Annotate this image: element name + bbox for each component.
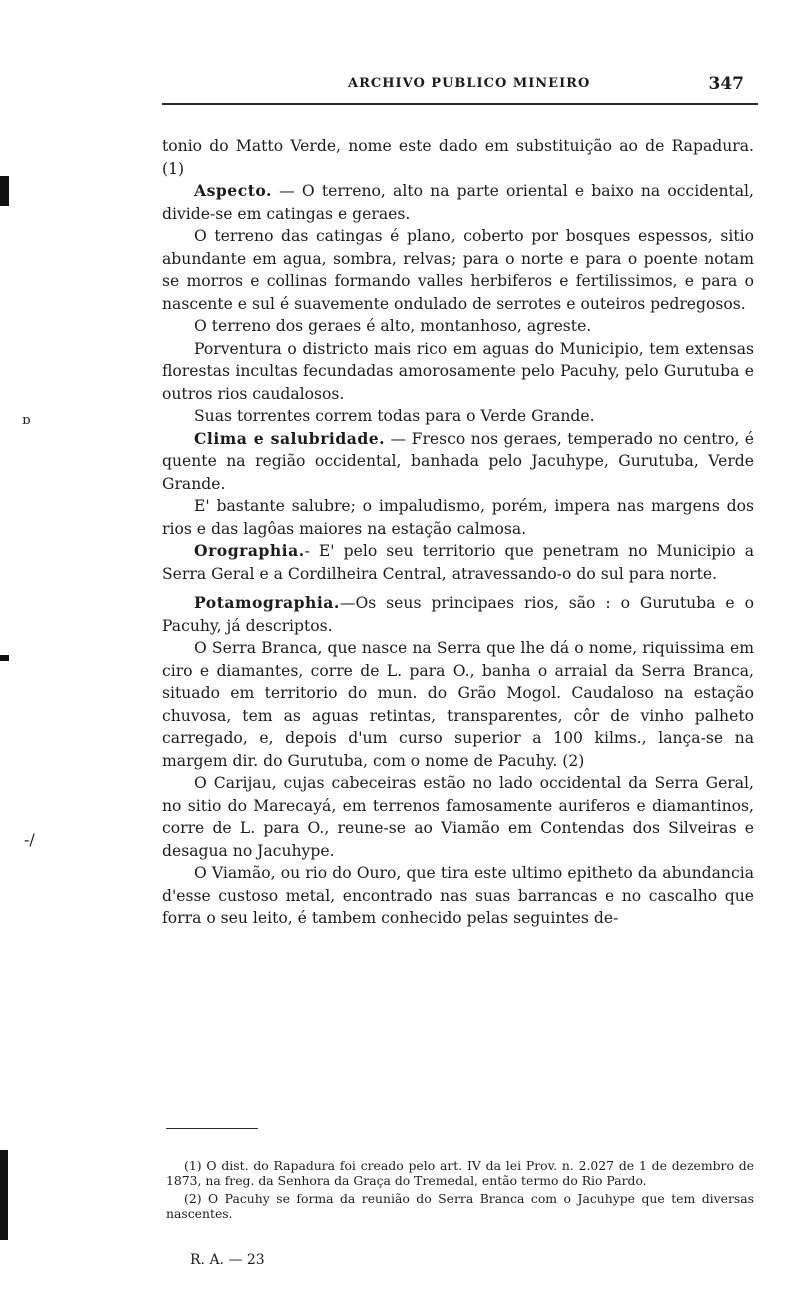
- left-edge-mark: [0, 176, 9, 206]
- section-heading: Orographia.: [194, 541, 305, 560]
- page-header: [162, 74, 762, 100]
- paragraph: tonio do Matto Verde, nome este dado em substituição ao de Rapadura. (1): [162, 137, 754, 178]
- signature-mark: R. A. — 23: [190, 1252, 265, 1268]
- footnote-rule: [166, 1128, 258, 1129]
- footnote: (1) O dist. do Rapadura foi creado pelo art. IV da lei Prov. n. 2.027 de 1 de dezembro de 1873, na freg. da Senhora da Graça do Tremedal, então termo do Rio Pardo.: [166, 1158, 754, 1188]
- paragraph-text: - E' pelo seu territorio que penetram no Municipio a Serra Geral e a Cordilheira Central, atravessando-o do sul para norte.: [162, 542, 754, 583]
- margin-squiggle: ɒ: [22, 413, 31, 428]
- paragraph-text: — O terreno, alto na parte oriental e baixo na occidental, divide-se em catingas e geraes.: [162, 182, 754, 223]
- header-rule: [162, 103, 758, 105]
- running-head: ARCHIVO PUBLICO MINEIRO: [348, 76, 591, 91]
- paragraph: [162, 428, 754, 496]
- paragraph: Suas torrentes correm todas para o Verde Grande.: [194, 407, 595, 425]
- page-number: 347: [708, 74, 744, 94]
- paragraph-text: —Os seus principaes rios, são : o Gurutuba e o Pacuhy, já descriptos.: [162, 594, 754, 635]
- footnotes: [166, 1158, 754, 1224]
- paragraph: O terreno dos geraes é alto, montanhoso, agreste.: [194, 317, 592, 335]
- left-edge-mark: [0, 655, 9, 661]
- paragraph: [162, 180, 754, 225]
- margin-squiggle: -/: [24, 830, 35, 849]
- footnote: (2) O Pacuhy se forma da reunião do Serra Branca com o Jacuhype que tem diversas nascentes.: [166, 1191, 754, 1221]
- paragraph: O Carijau, cujas cabeceiras estão no lado occidental da Serra Geral, no sitio do Marecayá, em terrenos famosamente auriferos e diamantinos, corre de L. para O., reune-se ao Viamão em Contendas dos Silveiras e desagua no Jacuhype.: [162, 774, 754, 860]
- section-heading: Aspecto.: [194, 181, 272, 200]
- paragraph: O Viamão, ou rio do Ouro, que tira este ultimo epitheto da abundancia d'esse custoso metal, encontrado nas suas barrancas e no cascalho que forra o seu leito, é tambem conhecido pelas seguintes de-: [162, 864, 754, 927]
- paragraph: [162, 540, 754, 585]
- left-edge-mark: [0, 1150, 8, 1240]
- section-heading: Clima e salubridade.: [194, 428, 386, 448]
- body-text: [162, 135, 754, 930]
- paragraph: [162, 592, 754, 637]
- paragraph-text: — Fresco nos geraes, temperado no centro, é quente na região occidental, banhada pelo Jacuhype, Gurutuba, Verde Grande.: [162, 429, 754, 493]
- paragraph: O Serra Branca, que nasce na Serra que lhe dá o nome, riquissima em ciro e diamantes, corre de L. para O., banha o arraial da Serra Branca, situado em territorio do mun. do Grão Mogol. Caudaloso na estação chuvosa, tem as aguas retintas, transparentes, côr de vinho palheto carregado, e, depois d'um curso superior a 100 kilms., lança-se na margem dir. do Gurutuba, com o nome de Pacuhy. (2): [162, 639, 754, 770]
- section-heading: Potamographia.: [194, 593, 340, 612]
- paragraph: O terreno das catingas é plano, coberto por bosques espessos, sitio abundante em agua, sombra, relvas; para o norte e para o poente notam se morros e collinas formando valles herbiferos e fertilissimos, e para o nascente e sul é suavemente ondulado de serrotes e outeiros pedregosos.: [162, 227, 754, 313]
- paragraph: E' bastante salubre; o impaludismo, porém, impera nas margens dos rios e das lagôas maiores na estação calmosa.: [162, 497, 754, 538]
- paragraph: Porventura o districto mais rico em aguas do Municipio, tem extensas florestas incultas fecundadas amorosamente pelo Pacuhy, pelo Gurutuba e outros rios caudalosos.: [162, 339, 754, 403]
